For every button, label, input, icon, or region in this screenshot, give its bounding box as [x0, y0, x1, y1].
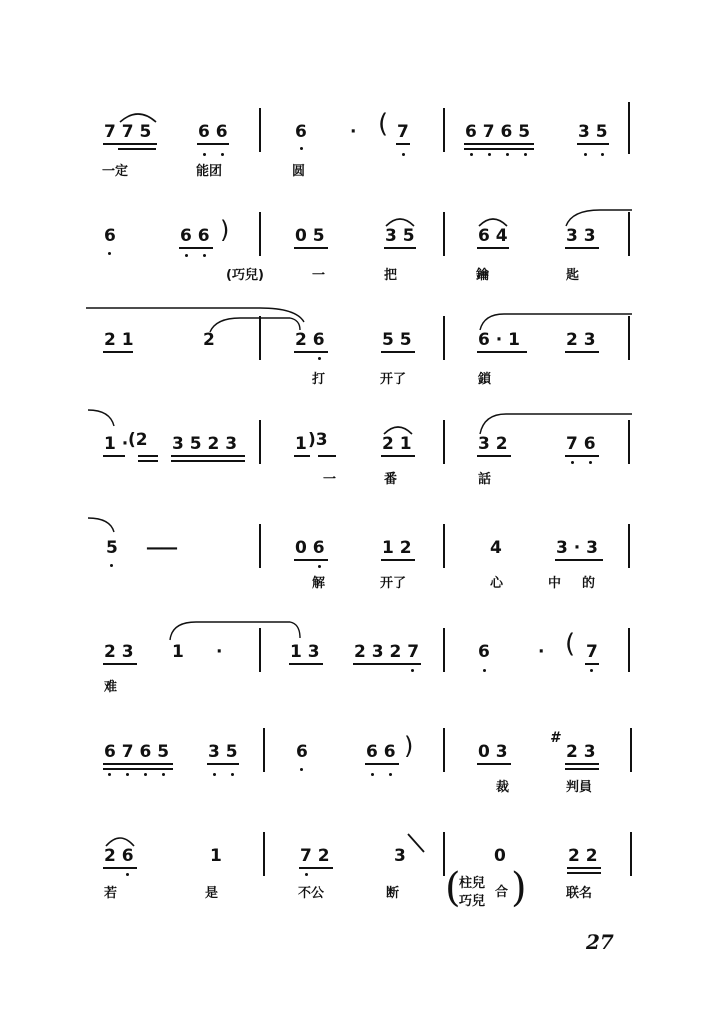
note-group: )3	[308, 430, 328, 450]
note-group: 0	[494, 846, 506, 866]
note-group: 6	[104, 226, 116, 246]
note-group: 7	[397, 122, 409, 142]
lyric: 判員	[566, 780, 593, 795]
close-paren: )	[404, 732, 414, 760]
note-group: 3 5	[208, 742, 238, 762]
note-group: 3 · 3	[556, 538, 598, 558]
lyric: 心	[490, 576, 504, 591]
note-group: 1 3	[290, 642, 320, 662]
note-group: 3 2	[478, 434, 508, 454]
lyric: 打	[312, 372, 326, 387]
close-paren: )	[220, 216, 230, 244]
lyric: 鑰	[476, 268, 490, 283]
lyric: 匙	[566, 268, 580, 283]
note-group: 6 · 1	[478, 330, 520, 350]
note-group: 6 4	[478, 226, 508, 246]
note-group: 6 6	[198, 122, 228, 142]
note-group: 6 7 6 5	[104, 742, 170, 762]
note-group: 3	[394, 846, 406, 866]
lyric: 鎖	[478, 372, 492, 387]
note-group: 6	[295, 122, 307, 142]
note-group: 0 3	[478, 742, 508, 762]
note-group: 3 5	[385, 226, 415, 246]
tag-open-paren: (	[445, 865, 461, 911]
lyric: 不公	[298, 886, 325, 901]
lyric: 断	[386, 886, 400, 901]
note-group: 6 6	[180, 226, 210, 246]
note-group: 4	[490, 538, 502, 558]
page-number: 27	[586, 930, 614, 954]
note-group: 3 5 2 3	[172, 434, 238, 454]
open-paren: (	[378, 109, 389, 139]
note-group: 1 ·	[104, 434, 129, 454]
note-group: 5	[106, 538, 118, 558]
note-group: 6	[296, 742, 308, 762]
lyric: 裁	[496, 780, 510, 795]
lyric: 是	[205, 886, 219, 901]
note-group: 2 3	[566, 330, 596, 350]
note-group: 6 7 6 5	[465, 122, 531, 142]
note-group: 2 3	[566, 742, 596, 762]
lyric: 一	[323, 472, 337, 487]
extension-dash: ——	[146, 538, 176, 558]
note-group: 1	[172, 642, 184, 662]
note-group: 7	[586, 642, 598, 662]
open-paren: (	[565, 629, 576, 659]
lyric: 番	[384, 472, 398, 487]
note-group: (2	[128, 430, 148, 450]
note-group: 1 2	[382, 538, 412, 558]
lyric: 把	[384, 268, 398, 283]
lyric: 解	[312, 576, 326, 591]
note-group: 6	[478, 642, 490, 662]
note-group: 5 5	[382, 330, 412, 350]
note-group: 2 6	[295, 330, 325, 350]
lyric: 难	[104, 680, 118, 695]
note-group: 2 3	[104, 642, 134, 662]
lyric: 的	[582, 576, 596, 591]
dot-extension: ·	[350, 122, 357, 142]
tag-name-1: 柱兒	[459, 876, 486, 891]
lyric: (巧兒)	[226, 268, 264, 283]
note-group: 7 6	[566, 434, 596, 454]
note-group: 7 7 5	[104, 122, 152, 142]
note-group: 1	[210, 846, 222, 866]
lyric: 开了	[380, 576, 407, 591]
lyric: 圆	[292, 164, 306, 179]
dot-extension: ·	[216, 642, 223, 662]
note-group: 7 2	[300, 846, 330, 866]
note-group: 2 3 2 7	[354, 642, 420, 662]
lyric: 話	[478, 472, 492, 487]
note-group: 2 1	[104, 330, 134, 350]
lyric: 能团	[196, 164, 223, 179]
tag-mark: 合	[495, 885, 509, 900]
performers-tag	[445, 865, 537, 912]
lyric: 若	[104, 886, 118, 901]
lyric: 开了	[380, 372, 407, 387]
lyric: 中	[548, 576, 562, 591]
note-group: 2	[203, 330, 215, 350]
note-group: 1	[295, 434, 307, 454]
tag-close-paren: )	[511, 865, 527, 911]
lyric: 联名	[566, 886, 593, 901]
note-group: 6 6	[366, 742, 396, 762]
note-group: 3 5	[578, 122, 608, 142]
note-group: 3 3	[566, 226, 596, 246]
note-group: 2 2	[568, 846, 598, 866]
lyric: 一定	[102, 164, 129, 179]
note-group: 2 1	[382, 434, 412, 454]
lyric: 一	[312, 268, 326, 283]
note-group: 0 6	[295, 538, 325, 558]
note-group: 0 5	[295, 226, 325, 246]
note-group: 2 6	[104, 846, 134, 866]
sharp-sign: #	[550, 730, 560, 746]
tag-name-2: 巧兒	[459, 894, 486, 909]
dot-extension: ·	[538, 642, 545, 662]
